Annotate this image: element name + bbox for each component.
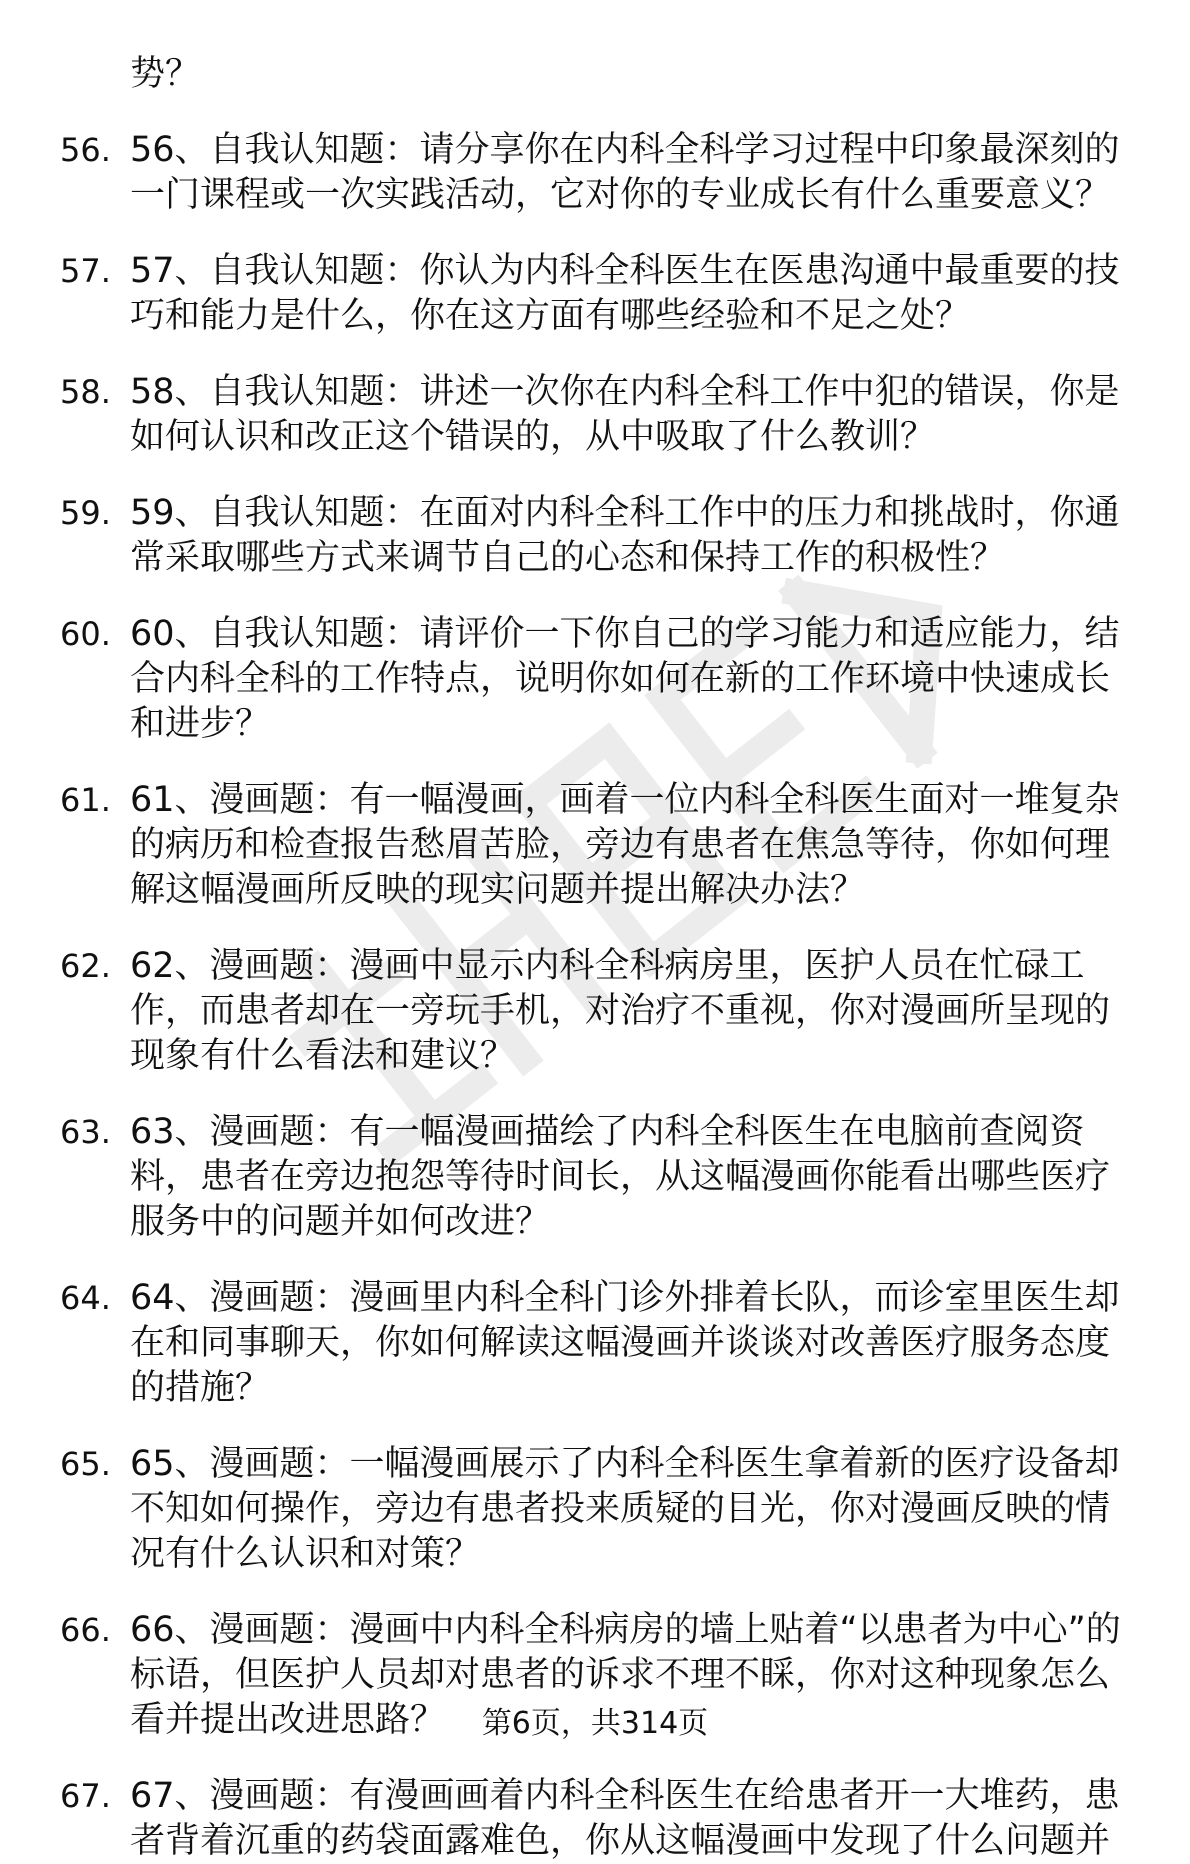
list-item xyxy=(0,1774,1190,1864)
question-text-line: 57、自我认知题：你认为内科全科医生在医患沟通中最重要的技 xyxy=(130,251,1120,291)
question-number: 59. xyxy=(60,494,111,532)
question-number: 56. xyxy=(60,131,111,169)
question-text-line: 合内科全科的工作特点，说明你如何在新的工作环境中快速成长 xyxy=(130,659,1111,699)
list-item xyxy=(0,778,1190,913)
question-text-line: 和进步？ xyxy=(130,704,271,744)
question-text-line: 61、漫画题：有一幅漫画，画着一位内科全科医生面对一堆复杂 xyxy=(130,780,1120,820)
question-number: 60. xyxy=(60,615,111,653)
list-item xyxy=(0,612,1190,747)
question-text-line: 者背着沉重的药袋面露难色，你从这幅漫画中发现了什么问题并 xyxy=(130,1821,1111,1861)
question-text-line: 的措施？ xyxy=(130,1368,271,1408)
list-item xyxy=(0,1110,1190,1245)
list-item xyxy=(0,128,1190,218)
question-text-line: 的病历和检查报告愁眉苦脸，旁边有患者在焦急等待，你如何理 xyxy=(130,825,1111,865)
list-item xyxy=(0,944,1190,1079)
question-number: 58. xyxy=(60,373,111,411)
question-number: 61. xyxy=(60,781,111,819)
question-text-line: 料，患者在旁边抱怨等待时间长，从这幅漫画你能看出哪些医疗 xyxy=(130,1157,1111,1197)
question-text-line: 一门课程或一次实践活动，它对你的专业成长有什么重要意义？ xyxy=(130,175,1111,215)
question-number: 62. xyxy=(60,947,111,985)
question-number: 57. xyxy=(60,252,111,290)
list-item xyxy=(0,370,1190,460)
question-text-line: 解这幅漫画所反映的现实问题并提出解决办法？ xyxy=(130,870,866,910)
question-text-line: 62、漫画题：漫画中显示内科全科病房里，医护人员在忙碌工 xyxy=(130,946,1085,986)
question-text-line: 56、自我认知题：请分享你在内科全科学习过程中印象最深刻的 xyxy=(130,130,1120,170)
question-text-line: 67、漫画题：有漫画画着内科全科医生在给患者开一大堆药，患 xyxy=(130,1776,1120,1816)
question-number: 65. xyxy=(60,1445,111,1483)
question-list xyxy=(0,128,1190,1864)
question-text-line: 66、漫画题：漫画中内科全科病房的墙上贴着“以患者为中心”的 xyxy=(130,1610,1121,1650)
question-number: 63. xyxy=(60,1113,111,1151)
question-number: 66. xyxy=(60,1611,111,1649)
question-text-line: 服务中的问题并如何改进？ xyxy=(130,1202,551,1242)
question-text-line: 巧和能力是什么，你在这方面有哪些经验和不足之处？ xyxy=(130,296,971,336)
question-number: 67. xyxy=(60,1777,111,1815)
question-text-line: 标语，但医护人员却对患者的诉求不理不睬，你对这种现象怎么 xyxy=(130,1655,1111,1695)
question-text-line: 现象有什么看法和建议？ xyxy=(130,1036,516,1076)
document-body xyxy=(0,52,1190,1864)
question-text-line: 58、自我认知题：讲述一次你在内科全科工作中犯的错误，你是 xyxy=(130,372,1120,412)
question-text-line: 如何认识和改正这个错误的，从中吸取了什么教训？ xyxy=(130,417,936,457)
question-text-line: 况有什么认识和对策？ xyxy=(130,1534,481,1574)
question-number: 64. xyxy=(60,1279,111,1317)
page-footer: 第6页，共314页 xyxy=(481,1706,709,1741)
question-text-line: 64、漫画题：漫画里内科全科门诊外排着长队，而诊室里医生却 xyxy=(130,1278,1120,1318)
question-text-line: 63、漫画题：有一幅漫画描绘了内科全科医生在电脑前查阅资 xyxy=(130,1112,1085,1152)
question-text-line: 不知如何操作，旁边有患者投来质疑的目光，你对漫画反映的情 xyxy=(130,1489,1111,1529)
question-text-line: 常采取哪些方式来调节自己的心态和保持工作的积极性？ xyxy=(130,538,1006,578)
list-item xyxy=(0,1442,1190,1577)
question-text-line: 在和同事聊天，你如何解读这幅漫画并谈谈对改善医疗服务态度 xyxy=(130,1323,1111,1363)
continuation-text xyxy=(0,52,1190,97)
list-item xyxy=(0,1276,1190,1411)
list-item xyxy=(0,249,1190,339)
question-text-line: 65、漫画题：一幅漫画展示了内科全科医生拿着新的医疗设备却 xyxy=(130,1444,1120,1484)
question-text-line: 59、自我认知题：在面对内科全科工作中的压力和挑战时，你通 xyxy=(130,493,1120,533)
question-text-line: 60、自我认知题：请评价一下你自己的学习能力和适应能力，结 xyxy=(130,614,1120,654)
continuation-line: 势？ xyxy=(130,54,201,94)
list-item xyxy=(0,491,1190,581)
question-text-line: 作，而患者却在一旁玩手机，对治疗不重视，你对漫画所呈现的 xyxy=(130,991,1111,1031)
question-text-line: 看并提出改进思路？ xyxy=(130,1700,446,1740)
